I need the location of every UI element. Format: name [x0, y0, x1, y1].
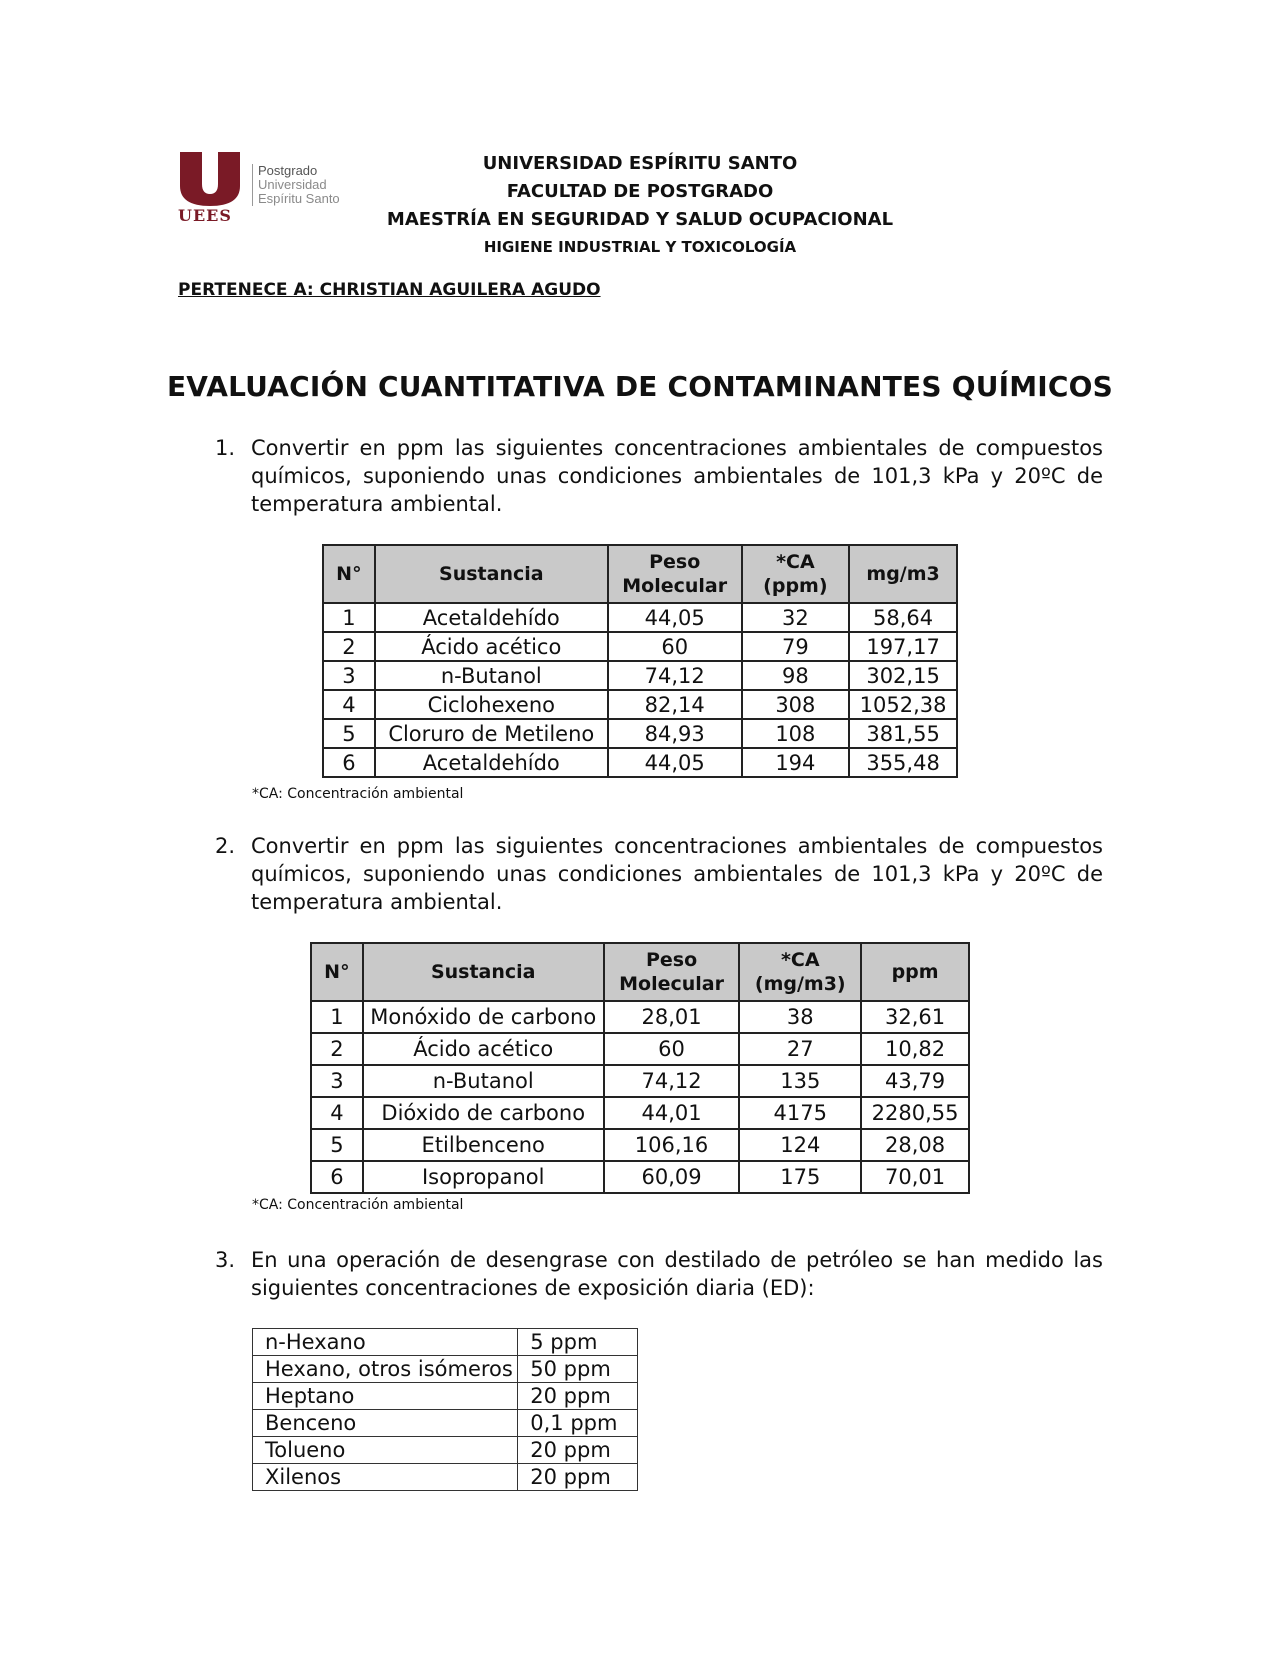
table-cell: 135: [739, 1065, 861, 1097]
table-row: [253, 1383, 638, 1410]
table-cell: 38: [739, 1001, 861, 1033]
table-cell: 108: [742, 719, 850, 748]
table-cell: Xilenos: [253, 1464, 518, 1491]
header-substance: Sustancia: [375, 545, 608, 603]
table-cell: 308: [742, 690, 850, 719]
table-cell: 44,01: [604, 1097, 740, 1129]
table-cell: Isopropanol: [363, 1161, 604, 1193]
question-1: [215, 434, 1103, 518]
table-q1-note: *CA: Concentración ambiental: [252, 786, 464, 802]
logo-line-universidad: Universidad: [258, 177, 327, 192]
table-cell: 4: [323, 690, 375, 719]
table-cell: 2: [323, 632, 375, 661]
logo-text: [252, 164, 340, 206]
table-cell: 197,17: [849, 632, 957, 661]
table-cell: 3: [311, 1065, 363, 1097]
header-ppm: ppm: [861, 943, 969, 1001]
table-cell: 6: [311, 1161, 363, 1193]
table-row: [311, 1001, 969, 1033]
document-header: [360, 150, 920, 260]
table-cell: 28,08: [861, 1129, 969, 1161]
table-cell: 28,01: [604, 1001, 740, 1033]
table-cell: 74,12: [608, 661, 742, 690]
question-text: En una operación de desengrase con destilado de petróleo se han medido las siguientes concentraciones de exposición diaria (ED):: [251, 1248, 1103, 1300]
table-cell: 0,1 ppm: [518, 1410, 638, 1437]
table-cell: n-Butanol: [363, 1065, 604, 1097]
table-row: [323, 603, 957, 632]
table-cell: Hexano, otros isómeros: [253, 1356, 518, 1383]
table-cell: Ácido acético: [375, 632, 608, 661]
header-ca-mg-m3: *CA (mg/m3): [739, 943, 861, 1001]
table-cell: Cloruro de Metileno: [375, 719, 608, 748]
table-cell: Ácido acético: [363, 1033, 604, 1065]
table-cell: 60: [604, 1033, 740, 1065]
table-cell: Tolueno: [253, 1437, 518, 1464]
page-title: EVALUACIÓN CUANTITATIVA DE CONTAMINANTES QUÍMICOS: [166, 370, 1114, 403]
table-row: [253, 1464, 638, 1491]
table-cell: 10,82: [861, 1033, 969, 1065]
table-row: [311, 1033, 969, 1065]
table-cell: 302,15: [849, 661, 957, 690]
table-cell: 20 ppm: [518, 1383, 638, 1410]
table-row: [323, 661, 957, 690]
table-q3: [252, 1328, 638, 1491]
table-cell: 194: [742, 748, 850, 777]
table-row: [253, 1437, 638, 1464]
table-cell: 3: [323, 661, 375, 690]
table-cell: 2280,55: [861, 1097, 969, 1129]
table-header-row: [323, 545, 957, 603]
table-cell: 1052,38: [849, 690, 957, 719]
table-cell: 70,01: [861, 1161, 969, 1193]
question-2: [215, 832, 1103, 916]
table-cell: 5: [311, 1129, 363, 1161]
table-row: [253, 1356, 638, 1383]
table-cell: 44,05: [608, 748, 742, 777]
logo-u-mark-icon: [178, 150, 242, 206]
table-cell: 74,12: [604, 1065, 740, 1097]
table-q2: [310, 942, 970, 1194]
table-cell: 60: [608, 632, 742, 661]
table-cell: 32: [742, 603, 850, 632]
table-cell: Benceno: [253, 1410, 518, 1437]
question-3: [215, 1246, 1103, 1302]
table-cell: 1: [323, 603, 375, 632]
university-logo: [178, 150, 350, 228]
table-cell: 20 ppm: [518, 1437, 638, 1464]
table-cell: Acetaldehído: [375, 748, 608, 777]
table-cell: 5 ppm: [518, 1329, 638, 1356]
table-cell: Etilbenceno: [363, 1129, 604, 1161]
table-cell: 4: [311, 1097, 363, 1129]
header-molecular-weight: Peso Molecular: [604, 943, 740, 1001]
logo-line-espiritu-santo: Espíritu Santo: [258, 191, 340, 206]
table-cell: n-Hexano: [253, 1329, 518, 1356]
table-row: [323, 719, 957, 748]
table-cell: 27: [739, 1033, 861, 1065]
header-program: MAESTRÍA EN SEGURIDAD Y SALUD OCUPACIONAL: [386, 209, 894, 230]
table-cell: 4175: [739, 1097, 861, 1129]
question-text: Convertir en ppm las siguientes concentraciones ambientales de compuestos químicos, suponiendo unas condiciones ambientales de 101,3 kPa y 20ºC de temperatura ambiental.: [251, 436, 1103, 516]
table-row: [323, 690, 957, 719]
table-cell: 44,05: [608, 603, 742, 632]
header-number: N°: [311, 943, 363, 1001]
table-q1: [322, 544, 958, 778]
logo-line-postgrado: Postgrado: [258, 163, 318, 178]
question-number: 2.: [215, 834, 236, 858]
header-university: UNIVERSIDAD ESPÍRITU SANTO: [482, 153, 798, 174]
table-q2-note: *CA: Concentración ambiental: [252, 1197, 464, 1213]
table-cell: Heptano: [253, 1383, 518, 1410]
table-cell: 2: [311, 1033, 363, 1065]
table-cell: Dióxido de carbono: [363, 1097, 604, 1129]
table-cell: 106,16: [604, 1129, 740, 1161]
table-cell: 60,09: [604, 1161, 740, 1193]
owner-line: PERTENECE A: CHRISTIAN AGUILERA AGUDO: [178, 280, 601, 300]
table-row: [311, 1065, 969, 1097]
header-number: N°: [323, 545, 375, 603]
table-cell: 124: [739, 1129, 861, 1161]
table-cell: 50 ppm: [518, 1356, 638, 1383]
table-cell: 82,14: [608, 690, 742, 719]
table-cell: Monóxido de carbono: [363, 1001, 604, 1033]
header-subject: HIGIENE INDUSTRIAL Y TOXICOLOGÍA: [483, 238, 797, 256]
table-cell: 84,93: [608, 719, 742, 748]
table-cell: 32,61: [861, 1001, 969, 1033]
table-cell: 175: [739, 1161, 861, 1193]
table-row: [311, 1129, 969, 1161]
table-row: [311, 1097, 969, 1129]
table-cell: 79: [742, 632, 850, 661]
table-row: [253, 1410, 638, 1437]
table-row: [311, 1161, 969, 1193]
table-cell: 58,64: [849, 603, 957, 632]
table-row: [253, 1329, 638, 1356]
table-header-row: [311, 943, 969, 1001]
header-molecular-weight: Peso Molecular: [608, 545, 742, 603]
header-substance: Sustancia: [363, 943, 604, 1001]
table-cell: 6: [323, 748, 375, 777]
question-number: 1.: [215, 436, 236, 460]
logo-acronym: UEES: [178, 206, 232, 225]
header-mg-m3: mg/m3: [849, 545, 957, 603]
header-ca-ppm: *CA (ppm): [742, 545, 850, 603]
table-cell: 43,79: [861, 1065, 969, 1097]
question-text: Convertir en ppm las siguientes concentraciones ambientales de compuestos químicos, suponiendo unas condiciones ambientales de 101,3 kPa y 20ºC de temperatura ambiental.: [251, 834, 1103, 914]
table-cell: 20 ppm: [518, 1464, 638, 1491]
table-cell: 355,48: [849, 748, 957, 777]
table-cell: 5: [323, 719, 375, 748]
table-cell: n-Butanol: [375, 661, 608, 690]
table-cell: Acetaldehído: [375, 603, 608, 632]
question-number: 3.: [215, 1248, 236, 1272]
header-faculty: FACULTAD DE POSTGRADO: [506, 181, 774, 202]
table-cell: Ciclohexeno: [375, 690, 608, 719]
table-row: [323, 748, 957, 777]
table-cell: 1: [311, 1001, 363, 1033]
table-cell: 381,55: [849, 719, 957, 748]
table-row: [323, 632, 957, 661]
table-cell: 98: [742, 661, 850, 690]
